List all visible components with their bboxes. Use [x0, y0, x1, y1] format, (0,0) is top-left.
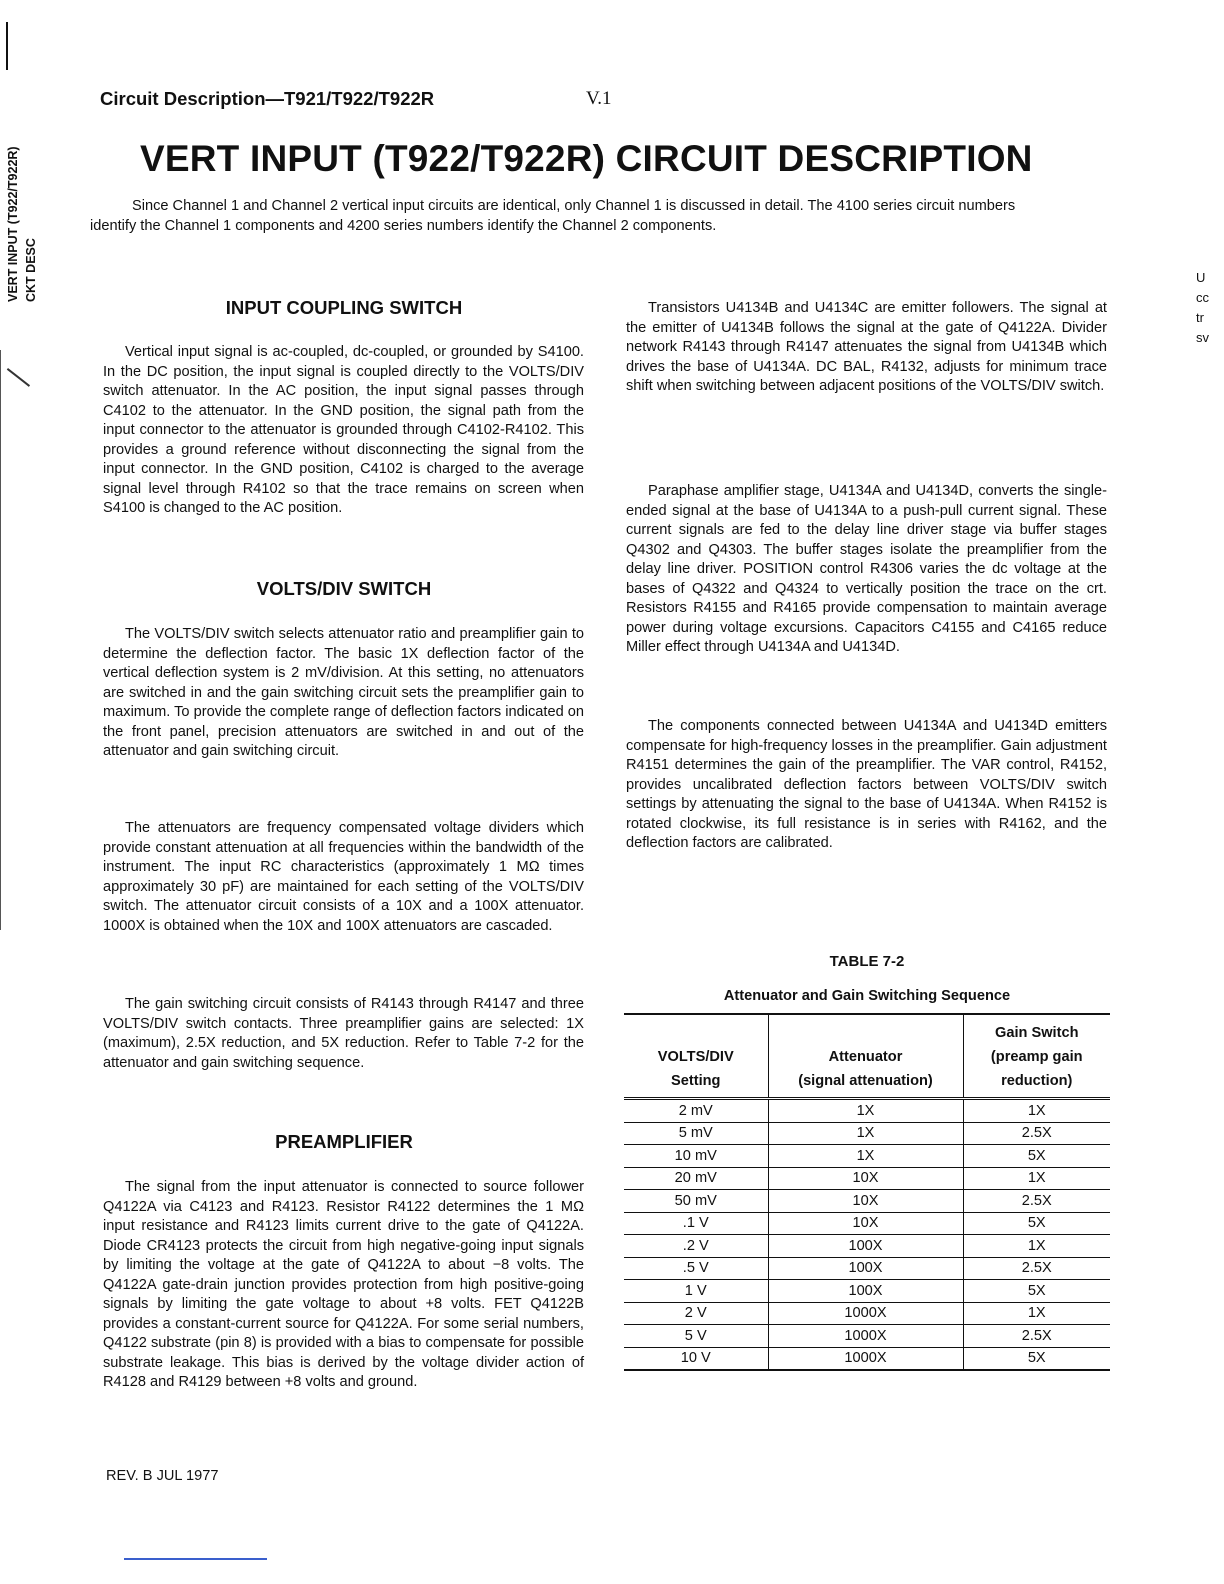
paragraph: Transistors U4134B and U4134C are emitter followers. The signal at the emitter of U4134B follows the signal at the gate of Q4122A. Divider network R4143 through R4147 attenuates the signal from U4134B which drives the base of U4134A. DC BAL, R4132, adjusts for minimum trace shift when switching between adjacent positions of the VOLTS/DIV switch. [626, 300, 1107, 394]
page-reference: V.1 [586, 88, 612, 109]
paragraph: The VOLTS/DIV switch selects attenuator ratio and preamplifier gain to determine the deflection factor. The basic 1X deflection factor of the vertical deflection system is 2 mV/division. At this setting, no attenuators are switched in and the gain switching circuit sets the preamplifier gain to maximum. To provide the complete range of deflection factors indicated on the front panel, precision attenuators are switched in and out of the attenuator and gain switching circuit. [103, 626, 584, 759]
table-cell: 2.5X [963, 1190, 1110, 1213]
paragraph: The gain switching circuit consists of R4143 through R4147 and three VOLTS/DIV switch contacts. Three preamplifier gains are selected: 1X (maximum), 2.5X reduction, and 5X reduction. Refer to Table 7-2 for the attenuator and gain switching sequence. [103, 996, 584, 1071]
header-line: reduction) [1001, 1073, 1073, 1089]
heading-input-coupling: INPUT COUPLING SWITCH [225, 297, 463, 318]
table-row [624, 1235, 1110, 1258]
table-cell: 5X [963, 1212, 1110, 1235]
margin-tick-mark [7, 368, 30, 387]
table-cell: 10X [768, 1190, 963, 1213]
heading-preamplifier: PREAMPLIFIER [275, 1131, 413, 1152]
header-gain-switch [963, 1014, 1110, 1099]
table-cell: 5X [963, 1347, 1110, 1370]
table-row [624, 1099, 1110, 1123]
scan-artifact-bar [124, 1558, 267, 1560]
header-line: VOLTS/DIV [657, 1049, 734, 1065]
cropped-char: U [1196, 270, 1206, 285]
cropped-next-page-text [1196, 268, 1209, 348]
paragraph: Vertical input signal is ac-coupled, dc-coupled, or grounded by S4100. In the DC position, the input signal is coupled directly to the VOLTS/DIV switch attenuator. In the AC position, the input signal passes through C4102 to the attenuator. In the GND position, the signal path from the input connector to the attenuator is grounded through C4102-R4102. This provides a ground reference without disconnecting the signal from the input connector. In the GND position, C4102 is charged to the average signal level through R4102 so that the trace remains on screen when S4100 is changed to the AC position. [103, 344, 584, 516]
header-attenuator [768, 1014, 963, 1099]
table-cell: .5 V [624, 1257, 768, 1280]
table-cell: 1X [963, 1099, 1110, 1123]
table-cell: 2.5X [963, 1122, 1110, 1145]
header-line: Attenuator [828, 1049, 903, 1065]
side-tab [4, 92, 48, 304]
side-tab-line2: CKT DESC [24, 238, 38, 302]
page-edge-mark [6, 22, 8, 70]
volts-div-section-p2 [103, 819, 584, 936]
table-caption: Attenuator and Gain Switching Sequence [723, 988, 1011, 1004]
table-cell: 2 mV [624, 1099, 768, 1123]
right-paragraph-2 [626, 482, 1107, 658]
paragraph: The attenuators are frequency compensated voltage dividers which provide constant attenuation at all frequencies within the bandwidth of the instrument. The input RC characteristics (approximately 1 MΩ times approximately 30 pF) are maintained for each setting of the VOLTS/DIV switch. The attenuator circuit consists of a 10X and a 100X attenuator. 1000X is obtained when the 10X and 100X attenuators are cascaded. [103, 820, 584, 934]
input-coupling-section [103, 343, 584, 519]
table-cell: 20 mV [624, 1167, 768, 1190]
table-number: TABLE 7-2 [829, 953, 905, 970]
header-line: (signal attenuation) [798, 1073, 933, 1089]
preamplifier-section [103, 1178, 584, 1393]
header-line: Gain Switch [994, 1025, 1079, 1041]
table-cell: 1X [768, 1099, 963, 1123]
side-tab-line1: VERT INPUT (T922/T922R) [6, 146, 20, 302]
table-cell: 1000X [768, 1302, 963, 1325]
table-cell: 50 mV [624, 1190, 768, 1213]
table-cell: 10 V [624, 1347, 768, 1370]
paragraph: The components connected between U4134A and U4134D emitters compensate for high-frequency losses in the preamplifier. Gain adjustment R4151 determines the gain of the preamplifier. The VAR control, R4152, provides uncalibrated deflection factors between VOLTS/DIV switch settings by attenuating the signal to the base of U4134A. When R4152 is rotated clockwise, its full resistance is in series with R4162, and the deflection factors are calibrated. [626, 718, 1107, 851]
volts-div-section-p1 [103, 625, 584, 762]
attenuator-table [624, 1013, 1110, 1371]
table-cell: 1000X [768, 1325, 963, 1348]
cropped-char: sv [1196, 330, 1209, 345]
table-cell: 100X [768, 1257, 963, 1280]
page-title: VERT INPUT (T922/T922R) CIRCUIT DESCRIPTION [140, 138, 1033, 179]
table-cell: 10X [768, 1212, 963, 1235]
table-cell: 10X [768, 1167, 963, 1190]
table-cell: 5X [963, 1145, 1110, 1168]
table-cell: 5 mV [624, 1122, 768, 1145]
table-cell: .2 V [624, 1235, 768, 1258]
table-cell: .1 V [624, 1212, 768, 1235]
table-cell: 5 V [624, 1325, 768, 1348]
table-row [624, 1257, 1110, 1280]
table-cell: 2 V [624, 1302, 768, 1325]
revision-footer: REV. B JUL 1977 [106, 1468, 219, 1484]
table-row [624, 1122, 1110, 1145]
table-row [624, 1212, 1110, 1235]
paragraph: The signal from the input attenuator is connected to source follower Q4122A via C4123 and R4123. Resistor R4122 determines the 1 MΩ input resistance and R4123 limits current drive to the gate of Q4122A. Diode CR4123 protects the circuit from high negative-going input signals by limiting the voltage at the gate of Q4122A to about −8 volts. The Q4122A gate-drain junction provides protection from high positive-going signals by limiting the gate voltage to about +8 volts. FET Q4122B provides a constant-current source for Q4122A. For some serial numbers, Q4122 substrate (pin 8) is provided with a bias to compensate for possible substrate leakage. This bias is derived by the voltage divider action of R4128 and R4129 between +8 volts and ground. [103, 1179, 584, 1390]
intro-paragraph [90, 197, 1040, 236]
cropped-char: tr [1196, 310, 1204, 325]
intro-text: Since Channel 1 and Channel 2 vertical input circuits are identical, only Channel 1 is discussed in detail. The 4100 series circuit numbers identify the Channel 1 components and 4200 series numbers identify the Channel 2 components. [90, 198, 1016, 234]
header-line: Setting [671, 1073, 721, 1089]
table-cell: 1X [963, 1302, 1110, 1325]
paragraph: Paraphase amplifier stage, U4134A and U4134D, converts the single-ended signal at the base of U4134A to a push-pull current signal. These current signals are fed to the delay line driver stage via buffer stages Q4302 and Q4303. The buffer stages isolate the preamplifier from the delay line driver. POSITION control R4306 varies the dc voltage at the bases of Q4322 and Q4324 to vertically position the trace on the crt. Resistors R4155 and R4165 provide compensation to maintain average power during voltage excursions. Capacitors C4155 and C4165 reduce Miller effect through U4134A and U4134D. [626, 483, 1107, 655]
table-row [624, 1145, 1110, 1168]
table-row [624, 1167, 1110, 1190]
volts-div-section-p3 [103, 995, 584, 1073]
table-cell: 100X [768, 1280, 963, 1303]
table-header-row [624, 1014, 1110, 1099]
right-paragraph-3 [626, 717, 1107, 854]
table-cell: 1X [768, 1122, 963, 1145]
table-row [624, 1280, 1110, 1303]
header-line: (preamp gain [990, 1049, 1083, 1065]
table-cell: 10 mV [624, 1145, 768, 1168]
table-row [624, 1302, 1110, 1325]
page-edge-line [0, 350, 1, 930]
table-cell: 100X [768, 1235, 963, 1258]
table-cell: 1X [963, 1167, 1110, 1190]
table-cell: 1000X [768, 1347, 963, 1370]
heading-volts-div: VOLTS/DIV SWITCH [256, 578, 432, 599]
table-row [624, 1325, 1110, 1348]
table-cell: 1 V [624, 1280, 768, 1303]
header-volts-div [624, 1014, 768, 1099]
table-cell: 2.5X [963, 1257, 1110, 1280]
table-cell: 1X [768, 1145, 963, 1168]
table-row [624, 1190, 1110, 1213]
table-cell: 5X [963, 1280, 1110, 1303]
table-cell: 1X [963, 1235, 1110, 1258]
table-row [624, 1347, 1110, 1370]
cropped-char: cc [1196, 290, 1209, 305]
right-paragraph-1 [626, 299, 1107, 397]
table-cell: 2.5X [963, 1325, 1110, 1348]
section-header: Circuit Description—T921/T922/T922R [100, 88, 435, 109]
